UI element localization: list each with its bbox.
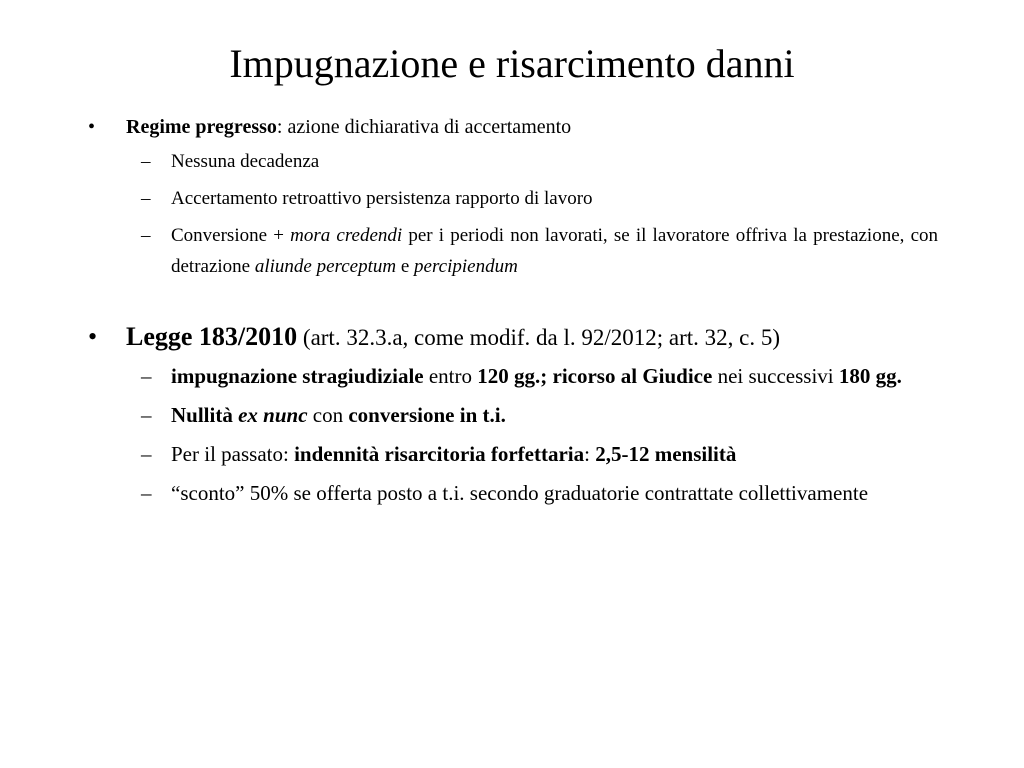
dash-marker: – [141, 364, 152, 388]
sub-item-text-part: e [396, 256, 415, 277]
bullet-marker: • [88, 322, 98, 351]
sub-item-text-part: Per il passato: [171, 442, 295, 466]
sub-item-nullita [88, 399, 938, 432]
bullet-regime-pregresso [88, 112, 938, 142]
sub-item-text-part: per i periodi non lavorati, se il lavoratore offriva la prestazione, con detrazione [171, 225, 938, 277]
sub-item-text-part: entro [423, 364, 478, 388]
sub-item-text-part: Conversione [171, 225, 274, 246]
sub-item-per-il-passato [88, 438, 938, 471]
dash-marker: – [141, 188, 151, 209]
bullet-marker: • [88, 116, 96, 138]
bullet-lead: Regime pregresso [126, 116, 277, 138]
bullet-legge-183-2010 [88, 320, 938, 354]
dash-marker: – [141, 225, 151, 246]
slide-title: Impugnazione e risarcimento danni [229, 41, 795, 86]
sub-item-accertamento [88, 183, 938, 214]
dash-marker: – [141, 403, 152, 427]
sub-item-text-bold: 2,5-12 mensilità [595, 442, 737, 466]
sub-item-text-bold: indennità risarcitoria forfettaria [294, 442, 585, 466]
bullet-lead: Legge 183/2010 [126, 322, 298, 351]
sub-item-impugnazione [88, 360, 938, 393]
sub-item-text-part: + [273, 225, 284, 246]
bullet-text: : azione dichiarativa di accertamento [276, 116, 572, 138]
sub-item-text-bold: 180 gg. [838, 364, 902, 388]
sub-item-text-italic: percipiendum [414, 256, 518, 277]
sub-item-text-part: : [584, 442, 596, 466]
sub-item-text-part: con [307, 403, 349, 427]
sub-item-text: Accertamento retroattivo persistenza rapporto di lavoro [171, 188, 593, 209]
sub-item-text: “sconto” 50% se offerta posto a t.i. secondo graduatorie contrattate collettivamente [171, 481, 869, 505]
sub-item-text-italic: mora credendi [283, 225, 403, 246]
dash-marker: – [141, 442, 152, 466]
sub-item-text-bold: Nullità [171, 403, 239, 427]
sub-item-text-italic: ex nunc [238, 403, 308, 427]
sub-item-text-bold: impugnazione stragiudiziale [171, 364, 424, 388]
sub-item-conversione [88, 220, 938, 282]
sub-item-text: Nessuna decadenza [171, 151, 320, 172]
dash-marker: – [141, 481, 152, 505]
sub-item-text-bold-italic [238, 403, 307, 427]
sub-item-text-part: nei successivi [712, 364, 839, 388]
sub-item-text-italic: aliunde perceptum [254, 256, 397, 277]
slide-body [88, 112, 938, 510]
dash-marker: – [141, 151, 151, 172]
sub-item-nessuna-decadenza [88, 146, 938, 177]
sub-item-sconto [88, 477, 938, 510]
sub-item-text-bold: 120 gg.; ricorso al Giudice [477, 364, 713, 388]
bullet-text: (art. 32.3.a, come modif. da l. 92/2012; art. 32, c. 5) [297, 325, 781, 350]
sub-item-text-bold: conversione in t.i. [348, 403, 506, 427]
